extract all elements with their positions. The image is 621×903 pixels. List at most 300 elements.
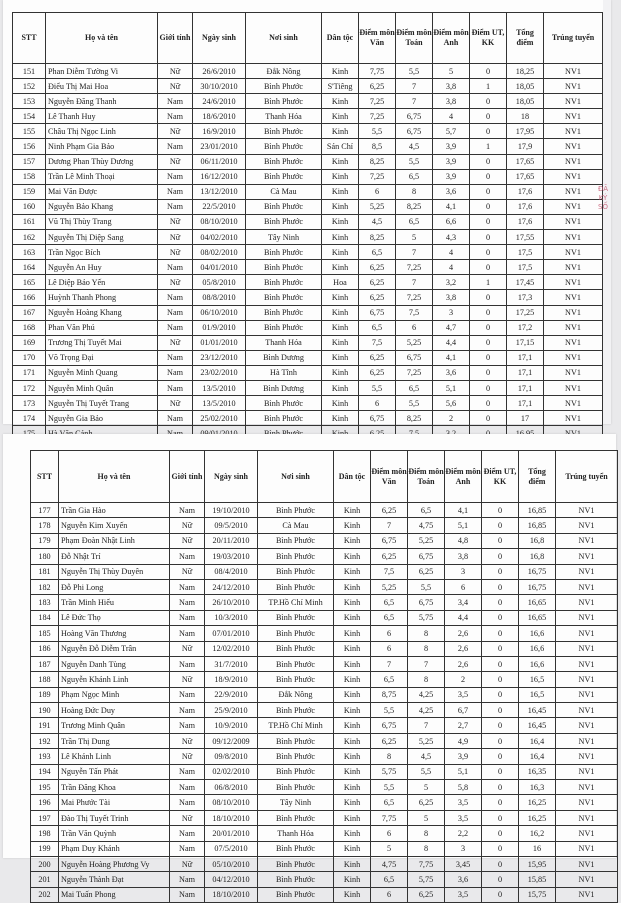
cell-total-score: 16,75 [519, 579, 556, 594]
cell-full-name: Nguyễn Thị Diệp Sang [46, 230, 158, 245]
cell-admission-result: NV1 [556, 872, 618, 887]
cell-score-math: 7,75 [408, 856, 445, 871]
cell-score-literature: 6,25 [359, 290, 396, 305]
cell-birth-date: 09/12/2009 [205, 733, 258, 748]
cell-total-score: 15,85 [519, 872, 556, 887]
cell-admission-result: NV1 [544, 154, 603, 169]
cell-stt: 180 [31, 549, 59, 564]
table-row [13, 305, 603, 320]
cell-gender: Nam [170, 687, 205, 702]
cell-admission-result: NV1 [556, 764, 618, 779]
cell-full-name: Mai Tuấn Phong [59, 887, 170, 902]
cell-bonus-score: 0 [470, 305, 507, 320]
cell-ethnicity: Kinh [322, 320, 359, 335]
cell-stt: 190 [31, 703, 59, 718]
cell-score-math: 4,5 [408, 749, 445, 764]
cell-birth-place: Bình Phước [258, 703, 334, 718]
table-row [31, 641, 618, 656]
cell-full-name: Mai Văn Được [46, 184, 158, 199]
cell-birth-date: 06/10/2010 [193, 305, 246, 320]
cell-birth-date: 07/01/2010 [205, 626, 258, 641]
cell-full-name: Lê Diệp Bảo Yến [46, 275, 158, 290]
cell-score-literature: 5 [371, 841, 408, 856]
cell-score-literature: 6,5 [371, 872, 408, 887]
cell-birth-date: 08/8/2010 [193, 290, 246, 305]
cell-stt: 165 [13, 275, 46, 290]
column-header-full-name: Họ và tên [46, 13, 158, 64]
cell-bonus-score: 0 [482, 533, 519, 548]
table-row [31, 795, 618, 810]
cell-full-name: Châu Thị Ngọc Linh [46, 124, 158, 139]
cell-birth-date: 09/8/2010 [205, 749, 258, 764]
cell-gender: Nam [170, 780, 205, 795]
cell-total-score: 16,45 [519, 703, 556, 718]
cell-full-name: Đỗ Phi Long [59, 579, 170, 594]
cell-admission-result: NV1 [544, 411, 603, 426]
cell-score-math: 5,75 [408, 872, 445, 887]
cell-score-literature: 7 [371, 656, 408, 671]
cell-score-math: 7 [396, 79, 433, 94]
cell-birth-place: Bình Phước [258, 764, 334, 779]
cell-bonus-score: 0 [482, 703, 519, 718]
table-row [13, 154, 603, 169]
cell-bonus-score: 0 [470, 245, 507, 260]
cell-score-literature: 7,25 [359, 109, 396, 124]
cell-ethnicity: Kinh [334, 656, 371, 671]
cell-score-literature: 6,25 [359, 79, 396, 94]
cell-bonus-score: 0 [482, 718, 519, 733]
cell-full-name: Ninh Phạm Gia Bảo [46, 139, 158, 154]
cell-gender: Nam [170, 549, 205, 564]
cell-birth-place: Đắk Nông [246, 64, 322, 79]
cell-bonus-score: 0 [470, 350, 507, 365]
cell-stt: 159 [13, 184, 46, 199]
cell-score-math: 7 [396, 245, 433, 260]
cell-score-math: 5,5 [408, 579, 445, 594]
cell-score-literature: 7,5 [359, 335, 396, 350]
cell-score-math: 5 [408, 810, 445, 825]
cell-total-score: 17,1 [507, 365, 544, 380]
cell-bonus-score: 0 [482, 780, 519, 795]
cell-total-score: 16 [519, 841, 556, 856]
cell-birth-place: Bình Phước [246, 290, 322, 305]
cell-stt: 168 [13, 320, 46, 335]
cell-ethnicity: Kinh [334, 872, 371, 887]
cell-bonus-score: 1 [470, 275, 507, 290]
cell-stt: 160 [13, 199, 46, 214]
cell-total-score: 16,5 [519, 687, 556, 702]
cell-ethnicity: Sán Chỉ [322, 139, 359, 154]
table-row [13, 396, 603, 411]
cell-score-english: 6,7 [445, 703, 482, 718]
cell-score-literature: 6,75 [359, 305, 396, 320]
cell-bonus-score: 0 [482, 610, 519, 625]
cell-admission-result: NV1 [556, 503, 618, 518]
cell-ethnicity: Kinh [322, 64, 359, 79]
cell-birth-place: Bình Dương [246, 380, 322, 395]
column-header-stt: STT [13, 13, 46, 64]
column-header-score-english: Điểm môn Anh [433, 13, 470, 64]
cell-admission-result: NV1 [556, 610, 618, 625]
cell-gender: Nam [170, 718, 205, 733]
table-row [13, 335, 603, 350]
cell-score-literature: 8,25 [359, 230, 396, 245]
cell-birth-place: Thanh Hóa [246, 335, 322, 350]
cell-full-name: Nguyễn Đỗ Diễm Trân [59, 641, 170, 656]
cell-total-score: 17,45 [507, 275, 544, 290]
cell-full-name: Vũ Thị Thùy Trang [46, 214, 158, 229]
cell-score-english: 2,6 [445, 656, 482, 671]
cell-admission-result: NV1 [544, 124, 603, 139]
cell-score-literature: 6,5 [371, 795, 408, 810]
cell-full-name: Trần Gia Hào [59, 503, 170, 518]
cell-full-name: Phan Văn Phú [46, 320, 158, 335]
cell-bonus-score: 0 [482, 595, 519, 610]
cell-ethnicity: Kinh [334, 856, 371, 871]
cell-ethnicity: Kinh [334, 826, 371, 841]
table-header-row [13, 13, 603, 64]
cell-total-score: 16,6 [519, 626, 556, 641]
cell-full-name: Võ Trọng Đại [46, 350, 158, 365]
cell-admission-result: NV1 [544, 365, 603, 380]
admission-table-page-1 [12, 12, 603, 456]
cell-birth-place: Bình Phước [246, 260, 322, 275]
cell-gender: Nam [158, 320, 193, 335]
cell-admission-result: NV1 [544, 169, 603, 184]
cell-score-math: 8 [408, 826, 445, 841]
cell-score-math: 5,5 [396, 396, 433, 411]
cell-score-english: 3,9 [433, 139, 470, 154]
stamp-line: KÝ [598, 194, 608, 202]
column-header-score-math: Điểm môn Toán [396, 13, 433, 64]
cell-ethnicity: Kinh [322, 230, 359, 245]
cell-score-math: 6,75 [408, 549, 445, 564]
cell-score-literature: 6,25 [359, 260, 396, 275]
cell-stt: 158 [13, 169, 46, 184]
table-row [31, 764, 618, 779]
cell-score-english: 4,1 [445, 503, 482, 518]
table-row [31, 533, 618, 548]
cell-score-english: 3,9 [433, 169, 470, 184]
cell-score-math: 7 [408, 718, 445, 733]
cell-ethnicity: Kinh [334, 841, 371, 856]
cell-stt: 191 [31, 718, 59, 733]
cell-birth-place: Bình Phước [258, 641, 334, 656]
cell-score-english: 2,6 [445, 626, 482, 641]
cell-bonus-score: 0 [470, 411, 507, 426]
cell-bonus-score: 0 [470, 320, 507, 335]
cell-birth-place: Hà Tĩnh [246, 365, 322, 380]
cell-admission-result: NV1 [544, 396, 603, 411]
cell-score-english: 2,2 [445, 826, 482, 841]
cell-score-english: 3,5 [445, 887, 482, 902]
cell-admission-result: NV1 [544, 184, 603, 199]
cell-ethnicity: Kinh [322, 260, 359, 275]
cell-birth-date: 18/9/2010 [205, 672, 258, 687]
cell-ethnicity: Kinh [334, 795, 371, 810]
cell-gender: Nam [158, 305, 193, 320]
cell-score-math: 7,5 [396, 305, 433, 320]
cell-total-score: 16,6 [519, 656, 556, 671]
cell-total-score: 17,65 [507, 169, 544, 184]
cell-ethnicity: Kinh [322, 169, 359, 184]
cell-stt: 198 [31, 826, 59, 841]
cell-birth-date: 04/12/2010 [205, 872, 258, 887]
cell-ethnicity: Kinh [334, 518, 371, 533]
cell-stt: 178 [31, 518, 59, 533]
cell-birth-place: Cà Mau [258, 518, 334, 533]
cell-gender: Nữ [158, 230, 193, 245]
cell-admission-result: NV1 [544, 230, 603, 245]
cell-birth-date: 20/01/2010 [205, 826, 258, 841]
cell-total-score: 16,65 [519, 610, 556, 625]
table-row [31, 749, 618, 764]
cell-stt: 173 [13, 396, 46, 411]
cell-total-score: 17,25 [507, 305, 544, 320]
cell-score-literature: 6,75 [371, 718, 408, 733]
cell-score-english: 4,8 [445, 533, 482, 548]
cell-birth-place: Bình Phước [258, 672, 334, 687]
cell-full-name: Phạm Ngọc Minh [59, 687, 170, 702]
cell-admission-result: NV1 [544, 305, 603, 320]
table-row [13, 94, 603, 109]
cell-bonus-score: 0 [482, 856, 519, 871]
cell-gender: Nữ [158, 214, 193, 229]
cell-score-english: 5,1 [445, 518, 482, 533]
cell-birth-place: Tây Ninh [258, 795, 334, 810]
cell-score-literature: 6,25 [371, 503, 408, 518]
cell-stt: 156 [13, 139, 46, 154]
cell-score-english: 4,1 [433, 199, 470, 214]
cell-birth-date: 13/5/2010 [193, 380, 246, 395]
table-row [13, 109, 603, 124]
cell-score-math: 8 [408, 626, 445, 641]
cell-score-math: 8 [408, 641, 445, 656]
cell-score-literature: 5,5 [359, 124, 396, 139]
cell-ethnicity: Kinh [334, 887, 371, 902]
cell-birth-date: 05/10/2010 [205, 856, 258, 871]
red-stamp-mark [596, 185, 610, 260]
cell-gender: Nữ [170, 733, 205, 748]
cell-birth-place: Bình Phước [246, 94, 322, 109]
cell-gender: Nữ [158, 79, 193, 94]
cell-score-english: 3 [433, 305, 470, 320]
table-row [13, 290, 603, 305]
table-row [13, 230, 603, 245]
cell-bonus-score: 0 [482, 518, 519, 533]
cell-ethnicity: Kinh [322, 335, 359, 350]
cell-bonus-score: 0 [482, 549, 519, 564]
cell-full-name: Nguyễn Tấn Phát [59, 764, 170, 779]
cell-gender: Nam [170, 656, 205, 671]
cell-stt: 169 [13, 335, 46, 350]
cell-birth-date: 19/10/2010 [205, 503, 258, 518]
table-row [31, 718, 618, 733]
cell-stt: 164 [13, 260, 46, 275]
cell-score-math: 4,25 [408, 703, 445, 718]
cell-birth-place: Thanh Hóa [246, 109, 322, 124]
cell-birth-date: 23/01/2010 [193, 139, 246, 154]
cell-admission-result: NV1 [556, 749, 618, 764]
cell-total-score: 16,45 [519, 718, 556, 733]
cell-gender: Nữ [170, 518, 205, 533]
cell-birth-date: 13/5/2010 [193, 396, 246, 411]
cell-bonus-score: 0 [470, 380, 507, 395]
cell-bonus-score: 0 [470, 260, 507, 275]
cell-ethnicity: Kinh [334, 549, 371, 564]
cell-gender: Nam [170, 595, 205, 610]
cell-full-name: Dương Phan Thùy Dương [46, 154, 158, 169]
cell-score-literature: 8,75 [371, 687, 408, 702]
cell-score-english: 3,5 [445, 795, 482, 810]
cell-gender: Nữ [170, 749, 205, 764]
cell-bonus-score: 0 [482, 764, 519, 779]
table-row [31, 579, 618, 594]
cell-stt: 192 [31, 733, 59, 748]
table-row [31, 564, 618, 579]
cell-birth-place: Bình Phước [246, 411, 322, 426]
cell-birth-place: Bình Phước [258, 872, 334, 887]
cell-score-math: 6,5 [408, 503, 445, 518]
cell-full-name: Nguyễn An Huy [46, 260, 158, 275]
cell-birth-date: 25/02/2010 [193, 411, 246, 426]
cell-birth-date: 01/9/2010 [193, 320, 246, 335]
cell-gender: Nữ [170, 533, 205, 548]
stamp-line: SỐ [598, 203, 608, 211]
column-header-bonus-score: Điểm UT, KK [482, 451, 519, 503]
cell-score-literature: 6 [371, 887, 408, 902]
cell-bonus-score: 0 [470, 199, 507, 214]
cell-total-score: 15,75 [519, 887, 556, 902]
cell-score-literature: 7,25 [359, 169, 396, 184]
cell-score-literature: 7,25 [359, 94, 396, 109]
cell-bonus-score: 0 [482, 672, 519, 687]
cell-gender: Nữ [170, 810, 205, 825]
cell-score-math: 4,25 [408, 687, 445, 702]
cell-score-math: 5 [396, 230, 433, 245]
cell-ethnicity: Kinh [322, 380, 359, 395]
cell-score-english: 3,45 [445, 856, 482, 871]
table-row [31, 687, 618, 702]
cell-score-english: 4 [433, 245, 470, 260]
cell-ethnicity: Kinh [322, 290, 359, 305]
cell-score-math: 5,5 [396, 64, 433, 79]
cell-score-english: 3,2 [433, 275, 470, 290]
cell-ethnicity: Kinh [334, 564, 371, 579]
cell-birth-date: 08/02/2010 [193, 245, 246, 260]
cell-ethnicity: Kinh [322, 411, 359, 426]
cell-birth-date: 24/6/2010 [193, 94, 246, 109]
cell-score-literature: 7,5 [371, 564, 408, 579]
column-header-birth-place: Nơi sinh [258, 451, 334, 503]
cell-birth-date: 22/9/2010 [205, 687, 258, 702]
cell-score-literature: 6,25 [359, 275, 396, 290]
cell-birth-place: TP.Hồ Chí Minh [258, 595, 334, 610]
cell-bonus-score: 0 [482, 641, 519, 656]
cell-birth-date: 16/12/2010 [193, 169, 246, 184]
column-header-birth-place: Nơi sinh [246, 13, 322, 64]
cell-score-literature: 7,75 [359, 64, 396, 79]
cell-stt: 155 [13, 124, 46, 139]
cell-total-score: 16,2 [519, 826, 556, 841]
cell-gender: Nữ [158, 396, 193, 411]
cell-gender: Nam [170, 826, 205, 841]
cell-gender: Nam [170, 795, 205, 810]
cell-gender: Nam [158, 184, 193, 199]
cell-birth-place: Bình Phước [258, 549, 334, 564]
cell-score-literature: 6,75 [371, 533, 408, 548]
cell-score-literature: 6 [371, 641, 408, 656]
cell-gender: Nam [158, 169, 193, 184]
cell-ethnicity: Kinh [334, 687, 371, 702]
cell-score-math: 7 [408, 656, 445, 671]
cell-score-literature: 5,5 [371, 703, 408, 718]
cell-birth-date: 24/12/2010 [205, 579, 258, 594]
cell-full-name: Lê Thanh Huy [46, 109, 158, 124]
cell-stt: 162 [13, 230, 46, 245]
cell-ethnicity: Kinh [334, 810, 371, 825]
cell-score-math: 6,5 [396, 214, 433, 229]
cell-full-name: Trần Lê Minh Thoại [46, 169, 158, 184]
cell-full-name: Nguyễn Thành Đạt [59, 872, 170, 887]
cell-score-literature: 8,5 [359, 139, 396, 154]
column-header-admission-result: Trúng tuyển [556, 451, 618, 503]
cell-birth-place: Bình Phước [246, 139, 322, 154]
cell-total-score: 16,25 [519, 795, 556, 810]
cell-ethnicity: Kinh [322, 365, 359, 380]
table-row [31, 672, 618, 687]
cell-score-english: 4,4 [445, 610, 482, 625]
cell-admission-result: NV1 [556, 626, 618, 641]
cell-gender: Nam [170, 841, 205, 856]
cell-ethnicity: Kinh [322, 109, 359, 124]
table-row [31, 872, 618, 887]
cell-score-english: 3,9 [433, 154, 470, 169]
cell-total-score: 16,4 [519, 749, 556, 764]
cell-birth-place: Bình Phước [246, 320, 322, 335]
cell-score-math: 6,75 [408, 595, 445, 610]
cell-score-english: 5,8 [445, 780, 482, 795]
cell-admission-result: NV1 [556, 780, 618, 795]
cell-bonus-score: 0 [470, 94, 507, 109]
cell-full-name: Nguyễn Thị Thùy Duyên [59, 564, 170, 579]
cell-admission-result: NV1 [544, 335, 603, 350]
column-header-gender: Giới tính [170, 451, 205, 503]
cell-full-name: Hoàng Văn Thương [59, 626, 170, 641]
cell-score-english: 2 [433, 411, 470, 426]
table-row [13, 64, 603, 79]
cell-admission-result: NV1 [556, 826, 618, 841]
column-header-birth-date: Ngày sinh [205, 451, 258, 503]
cell-full-name: Nguyễn Hoàng Khang [46, 305, 158, 320]
table-row [31, 856, 618, 871]
document-page-1 [3, 0, 611, 424]
cell-score-math: 6,25 [408, 564, 445, 579]
cell-stt: 157 [13, 154, 46, 169]
cell-gender: Nam [170, 503, 205, 518]
cell-gender: Nam [170, 610, 205, 625]
cell-bonus-score: 0 [482, 564, 519, 579]
cell-bonus-score: 0 [470, 184, 507, 199]
cell-gender: Nam [158, 109, 193, 124]
cell-admission-result: NV1 [544, 350, 603, 365]
cell-birth-date: 25/9/2010 [205, 703, 258, 718]
column-header-total-score: Tổng điểm [519, 451, 556, 503]
cell-score-literature: 6,25 [359, 350, 396, 365]
cell-bonus-score: 0 [482, 826, 519, 841]
cell-total-score: 16,8 [519, 533, 556, 548]
cell-stt: 186 [31, 641, 59, 656]
